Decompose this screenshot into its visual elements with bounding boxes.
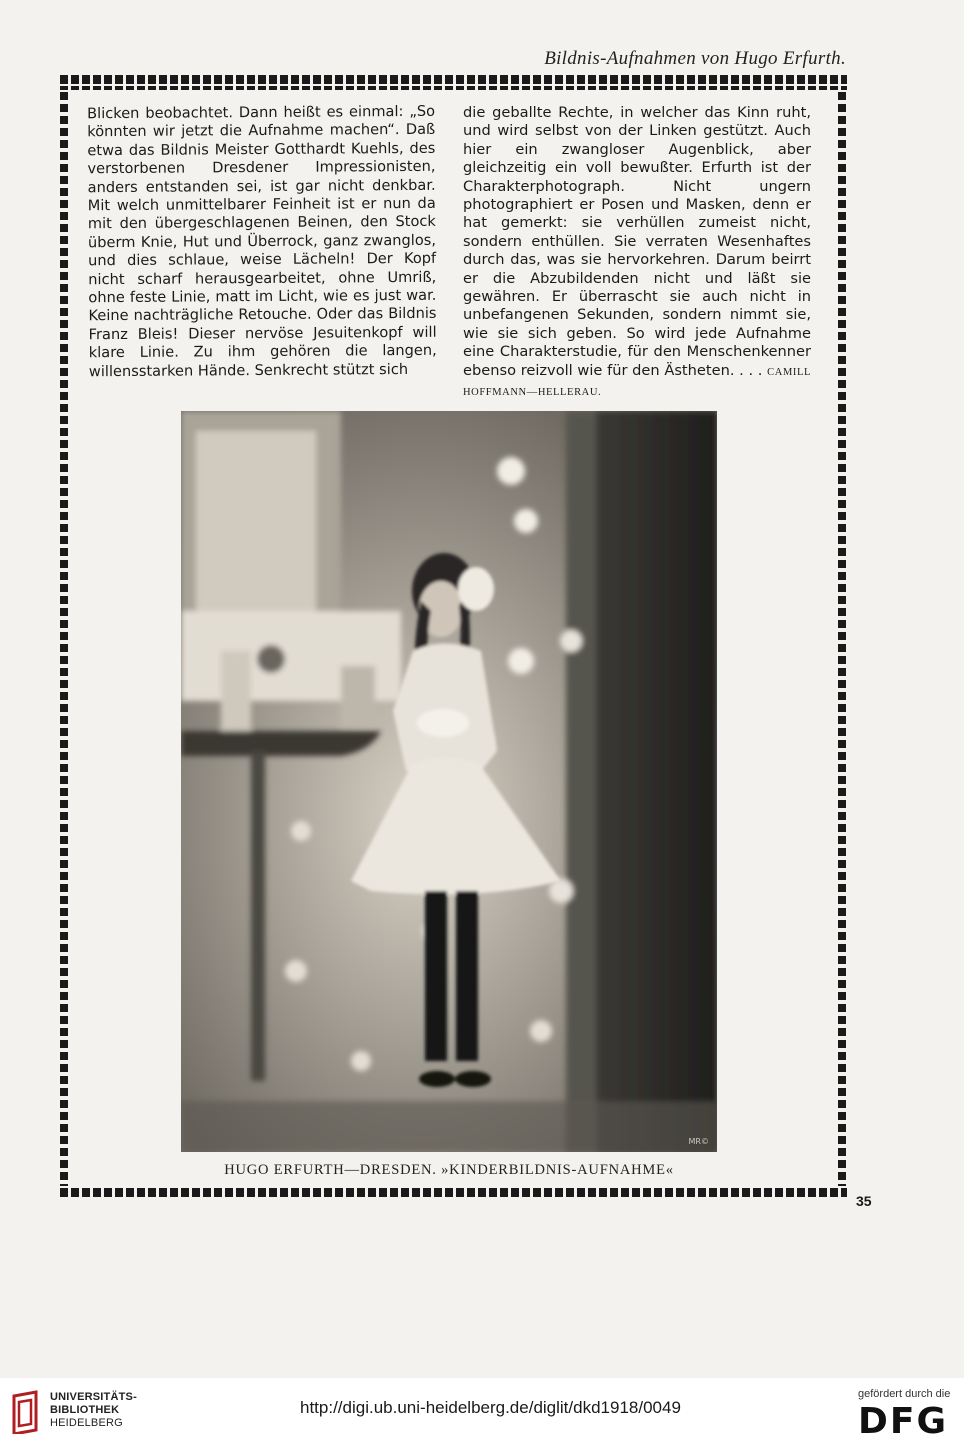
portrait-photograph bbox=[181, 411, 717, 1152]
ornamental-border-top-inner bbox=[60, 86, 847, 90]
page-number: 35 bbox=[856, 1193, 872, 1209]
dfg-logo: DFG bbox=[858, 1401, 949, 1442]
photo-illustration bbox=[181, 411, 717, 1152]
permalink-url[interactable]: http://digi.ub.uni-heidelberg.de/diglit/dkd1918/0049 bbox=[300, 1398, 681, 1417]
author-signature: CAMILL HOFFMANN—HELLERAU. bbox=[463, 366, 812, 399]
ornamental-border-top bbox=[60, 75, 847, 84]
ornamental-border-bottom bbox=[60, 1188, 847, 1197]
right-column-paragraph bbox=[463, 104, 811, 403]
library-name-line-2: BIBLIOTHEK bbox=[50, 1404, 120, 1416]
figure-caption: HUGO ERFURTH—DRESDEN. »KINDERBILDNIS-AUFNAHME« bbox=[224, 1162, 674, 1178]
university-library-logo-icon bbox=[10, 1390, 40, 1434]
text-column-right bbox=[463, 104, 811, 403]
running-title: Bildnis-Aufnahmen von Hugo Erfurth. bbox=[544, 48, 846, 69]
left-column-text: Blicken beobachtet. Dann heißt es einmal: „So könnten wir jetzt die Aufnahme machen“. Daß etwa das Bildnis Meister Gotthardt Kuehls, des verstorbenen Dresdener Impressionisten, anders entstanden sei, ist gar nicht denkbar. Mit welch unmittelbarer Feinheit ist er nun da mit den übergeschlagenen Beinen, den Stock überm Knie, Hut und Überrock, ganz zwanglos, und dies schlaue, weise Lächeln! Der Kopf nicht scharf herausgearbeitet, ohne Umriß, ohne feste Linie, matt im Licht, wie es just war. Keine nachträgliche Retouche. Oder das Bildnis Franz Bleis! Dieser nervöse Jesuitenkopf will klare Linie. Zu ihm gehören die langen, willensstarken Hände. Senkrecht stützt sich bbox=[87, 102, 437, 380]
right-column-text: die geballte Rechte, in welcher das Kinn ruht, und wird selbst von der Linken gestützt. Auch hier ein zwangloser Augenblick, aber gleichzeitig ein voll bewußter. Erfurth ist der Charakterphotograph. Nicht ungern photographiert er Posen und Masken, denn er hat gemerkt: sie verhüllen zumeist nicht, sondern enthüllen. Sie verraten Wesenhaftes durch das, was sie hervorkehren. Darum beirrt er die Abzubildenden nicht und läßt sie gewähren. Er überrascht sie auch nicht in unbefangenen Sekunden, sondern nimmt sie, wie sie sich geben. So wird jede Aufnahme eine Charakterstudie, für den Menschenkenner ebenso reizvoll wie für den Ästheten. . . . bbox=[463, 104, 811, 379]
funded-by-label: gefördert durch die bbox=[858, 1388, 951, 1400]
ornamental-border-right bbox=[838, 92, 846, 1186]
text-column-left bbox=[87, 103, 437, 382]
digitization-footer bbox=[0, 1378, 964, 1450]
library-name-line-3: HEIDELBERG bbox=[50, 1417, 123, 1429]
ornamental-border-left bbox=[60, 92, 68, 1186]
library-name bbox=[50, 1391, 137, 1430]
photo-signature-mark: MR© bbox=[688, 1137, 709, 1146]
library-name-line-1: UNIVERSITÄTS- bbox=[50, 1391, 137, 1403]
